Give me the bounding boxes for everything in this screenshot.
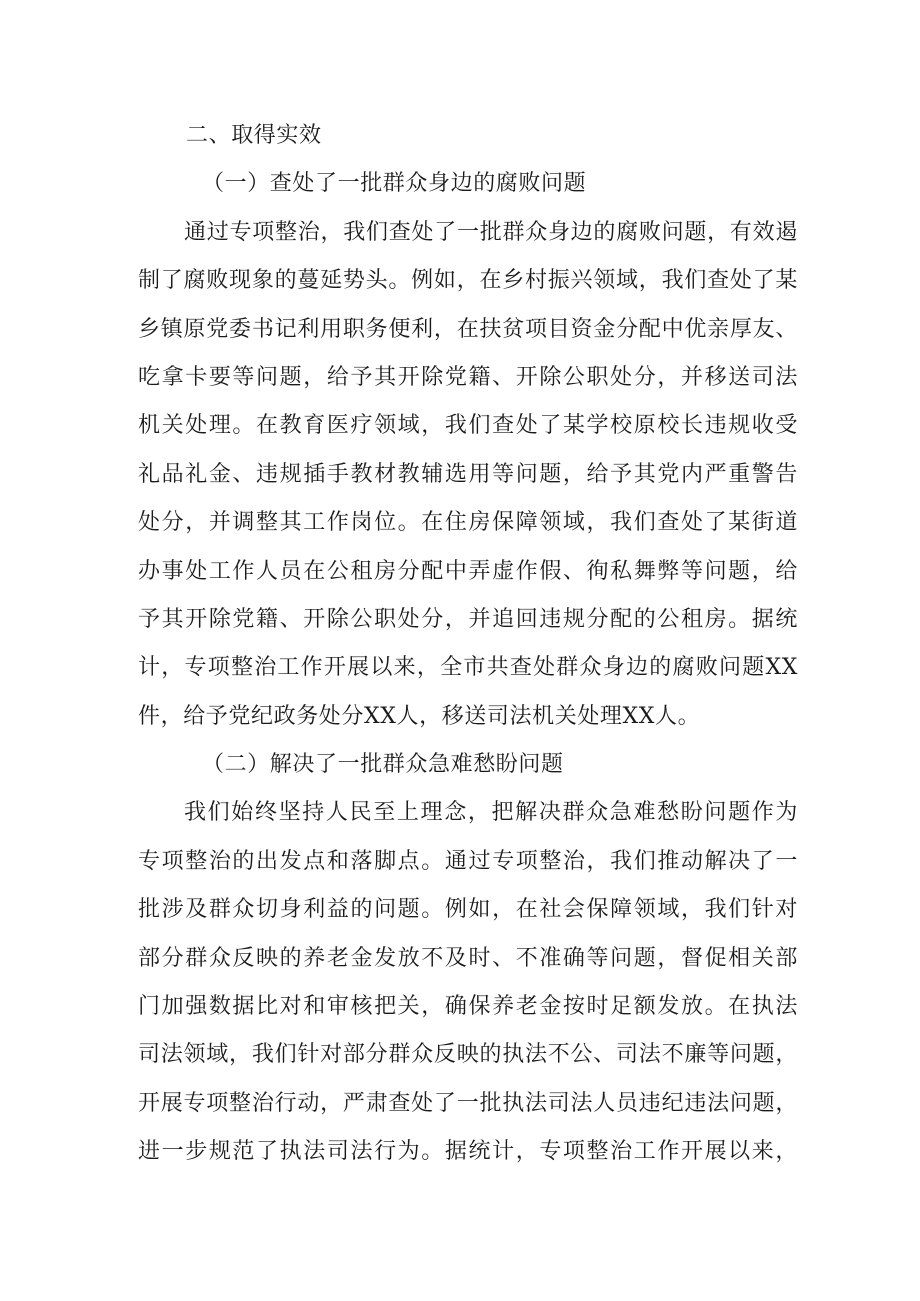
paragraph-line: 件，给予党纪政务处分XX人，移送司法机关处理XX人。 (138, 703, 701, 729)
paragraph-line: 司法领域，我们针对部分群众反映的执法不公、司法不廉等问题， (138, 1042, 798, 1068)
paragraph-line: 进一步规范了执法司法行为。据统计，专项整治工作开展以来， (138, 1139, 798, 1165)
section-heading: 二、取得实效 (186, 123, 322, 148)
paragraph-line: 予其开除党籍、开除公职处分，并追回违规分配的公租房。据统 (138, 606, 798, 632)
subsection-title-2: （二）解决了一批群众急难愁盼问题 (202, 752, 564, 778)
paragraph-line: 礼品礼金、违规插手教材教辅选用等问题，给予其党内严重警告 (138, 461, 798, 487)
paragraph-line: 乡镇原党委书记利用职务便利，在扶贫项目资金分配中优亲厚友、 (138, 316, 798, 342)
paragraph-line: 批涉及群众切身利益的问题。例如，在社会保障领域，我们针对 (138, 897, 798, 923)
paragraph-line: 门加强数据比对和审核把关，确保养老金按时足额发放。在执法 (138, 994, 798, 1020)
paragraph-line: 办事处工作人员在公租房分配中弄虚作假、徇私舞弊等问题，给 (138, 558, 798, 584)
paragraph-line: 制了腐败现象的蔓延势头。例如，在乡村振兴领域，我们查处了某 (138, 268, 798, 294)
paragraph-1 (138, 209, 798, 741)
paragraph-line: 通过专项整治，我们查处了一批群众身边的腐败问题，有效遏 (184, 219, 798, 245)
paragraph-2 (138, 789, 798, 1176)
paragraph-line: 部分群众反映的养老金发放不及时、不准确等问题，督促相关部 (138, 945, 798, 971)
paragraph-line: 计，专项整治工作开展以来，全市共查处群众身边的腐败问题XX (138, 655, 798, 681)
subsection-title-1: （一）查处了一批群众身边的腐败问题 (202, 171, 587, 197)
paragraph-line: 处分，并调整其工作岗位。在住房保障领域，我们查处了某街道 (138, 510, 798, 536)
paragraph-line: 我们始终坚持人民至上理念，把解决群众急难愁盼问题作为 (184, 800, 798, 826)
paragraph-line: 专项整治的出发点和落脚点。通过专项整治，我们推动解决了一 (138, 848, 798, 874)
paragraph-line: 机关处理。在教育医疗领域，我们查处了某学校原校长违规收受 (138, 413, 798, 439)
paragraph-line: 吃拿卡要等问题，给予其开除党籍、开除公职处分，并移送司法 (138, 364, 798, 390)
document-body (138, 112, 798, 1177)
paragraph-line: 开展专项整治行动，严肃查处了一批执法司法人员违纪违法问题， (138, 1090, 798, 1116)
